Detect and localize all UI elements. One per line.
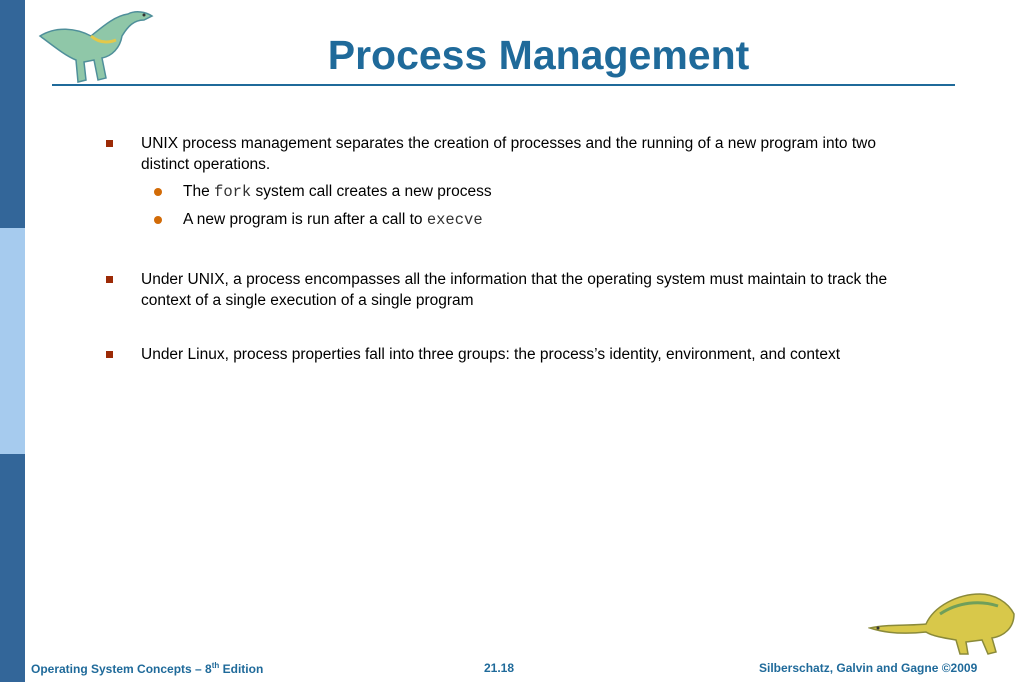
square-bullet-icon [106, 351, 113, 358]
footer-book-title [31, 661, 263, 676]
round-bullet-icon [154, 188, 162, 196]
sub-bullet-text: system call creates a new process [251, 183, 492, 200]
sub-bullet-item [106, 209, 906, 231]
sidebar-band-middle [0, 228, 25, 454]
sub-bullet-text: A new program is run after a call to [183, 211, 427, 228]
dinosaur-logo-icon [36, 6, 158, 84]
square-bullet-icon [106, 276, 113, 283]
code-execve: execve [426, 211, 483, 229]
code-fork: fork [214, 183, 252, 201]
slide-title: Process Management [327, 32, 750, 78]
footer-authors: Silberschatz, Galvin and Gagne ©2009 [759, 661, 978, 675]
sub-bullet-item [106, 181, 906, 203]
square-bullet-icon [106, 140, 113, 147]
footer-page-number: 21.18 [484, 661, 515, 675]
title-divider [52, 84, 955, 86]
round-bullet-icon [154, 216, 162, 224]
bullet-item [106, 344, 906, 365]
dinosaur-logo-icon [868, 584, 1018, 656]
footer-edition-sup: th [211, 661, 220, 670]
bullet-item [106, 133, 906, 175]
bullet-text: Under UNIX, a process encompasses all the information that the operating system must maintain to track the context of a single execution of a single program [141, 271, 888, 309]
slide-body [106, 133, 906, 365]
bullet-text: UNIX process management separates the creation of processes and the running of a new program into two distinct operations. [141, 135, 876, 173]
sidebar-band-bottom [0, 454, 25, 682]
footer-book-title-text: Operating System Concepts – 8 [31, 662, 212, 676]
bullet-item [106, 269, 906, 311]
footer-edition-text: Edition [219, 662, 264, 676]
sidebar-band-top [0, 0, 25, 228]
bullet-text: Under Linux, process properties fall into three groups: the process’s identity, environment, and context [141, 346, 841, 363]
sub-bullet-text: The [183, 183, 215, 200]
